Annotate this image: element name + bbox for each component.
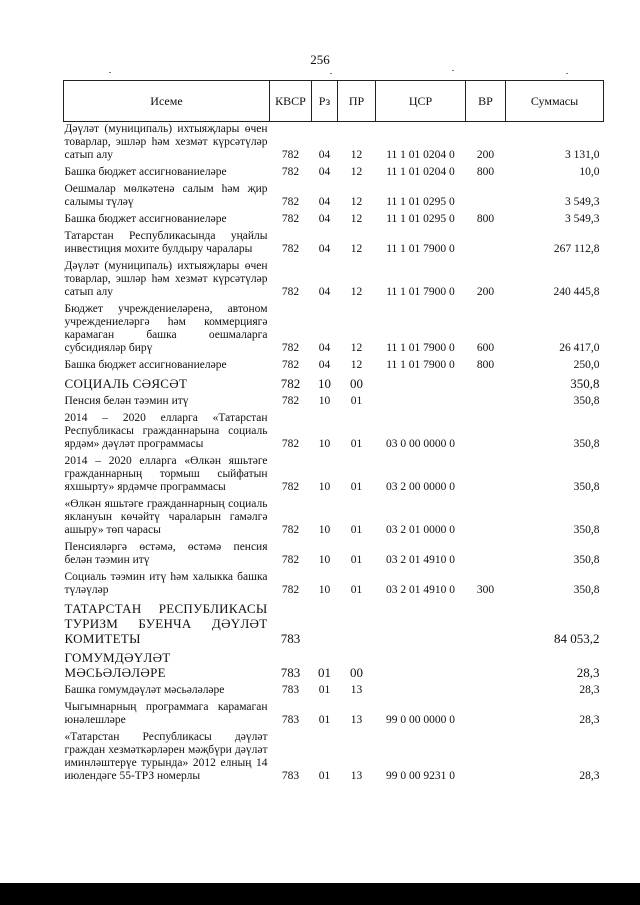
- budget-table: [63, 80, 604, 786]
- row-name: Оешмалар мөлкәтенә салым һәм җир салымы түләү: [64, 183, 268, 208]
- row-rz: 01: [318, 770, 331, 782]
- table-row: [64, 358, 604, 375]
- row-vr: [466, 600, 506, 649]
- row-kvsr: 782: [281, 166, 300, 178]
- row-csr: 11 1 01 0204 0: [386, 166, 455, 178]
- row-rz: 10: [318, 584, 331, 596]
- row-csr: 11 1 01 7900 0: [386, 359, 455, 371]
- row-kvsr: 782: [281, 524, 300, 536]
- row-vr: 800: [476, 213, 495, 225]
- row-kvsr: 782: [281, 243, 300, 255]
- row-pr: 01: [350, 395, 363, 407]
- row-kvsr: 783: [281, 714, 300, 726]
- row-sum: 10,0: [579, 166, 600, 178]
- row-name: Пенсияләргә өстәмә, өстәмә пенсия белән тәэмин итү: [64, 541, 268, 566]
- row-pr: 01: [350, 481, 363, 493]
- row-pr: 01: [350, 438, 363, 450]
- row-csr: [376, 649, 466, 683]
- table-row: [64, 302, 604, 358]
- header-pr: ПР: [338, 81, 376, 122]
- row-pr: 12: [350, 286, 363, 298]
- table-row: [64, 600, 604, 649]
- row-csr: 11 1 01 7900 0: [386, 286, 455, 298]
- row-csr: 03 2 01 0000 0: [386, 524, 455, 536]
- row-rz: 04: [318, 243, 331, 255]
- row-vr: 800: [476, 359, 495, 371]
- row-pr: 01: [350, 584, 363, 596]
- header-name: Исеме: [64, 81, 270, 122]
- row-pr: 13: [350, 770, 363, 782]
- table-row: [64, 649, 604, 683]
- table-row: [64, 259, 604, 302]
- row-vr: [466, 182, 506, 212]
- row-name: 2014 – 2020 елларга «Татарстан Республикасы гражданнарына социаль ярдәм» дәүләт программасы: [64, 412, 268, 450]
- header-vr: ВР: [466, 81, 506, 122]
- row-sum: 240 445,8: [553, 286, 600, 298]
- row-kvsr: 782: [281, 554, 300, 566]
- row-pr: 12: [350, 342, 363, 354]
- row-name: Башка бюджет ассигнованиеләре: [64, 359, 227, 371]
- row-kvsr: 783: [280, 631, 301, 646]
- table-body: [64, 122, 604, 787]
- row-rz: 04: [318, 166, 331, 178]
- row-sum: 350,8: [570, 376, 600, 391]
- row-name: Чыгымнарның программага карамаган юнәлешләре: [64, 701, 268, 726]
- row-sum: 28,3: [579, 714, 600, 726]
- row-kvsr: 782: [281, 584, 300, 596]
- row-csr: 11 1 01 0295 0: [386, 196, 455, 208]
- table-row: [64, 497, 604, 540]
- row-rz: 10: [318, 376, 331, 391]
- row-csr: 03 2 01 4910 0: [386, 554, 455, 566]
- row-kvsr: 782: [281, 286, 300, 298]
- row-kvsr: 783: [280, 665, 301, 680]
- row-sum: 3 549,3: [565, 196, 600, 208]
- row-csr: 03 0 00 0000 0: [386, 438, 455, 450]
- table-row: [64, 212, 604, 229]
- table-row: [64, 454, 604, 497]
- row-name: Башка бюджет ассигнованиеләре: [64, 213, 227, 225]
- row-name: Социаль тәэмин итү һәм халыкка башка түләүләр: [64, 571, 268, 596]
- row-pr: 01: [350, 524, 363, 536]
- row-name: ТАТАРСТАН РЕСПУБЛИКАСЫ ТУРИЗМ БУЕНЧА ДӘҮЛӘТ КОМИТЕТЫ: [64, 601, 268, 646]
- row-kvsr: 782: [281, 438, 300, 450]
- row-csr: 03 2 00 0000 0: [386, 481, 455, 493]
- row-vr: 300: [476, 584, 495, 596]
- row-csr: [376, 375, 466, 394]
- row-vr: 800: [476, 166, 495, 178]
- table-row: [64, 700, 604, 730]
- row-vr: 200: [476, 286, 495, 298]
- row-csr: 03 2 01 4910 0: [386, 584, 455, 596]
- table-row: [64, 229, 604, 259]
- row-rz: 04: [318, 359, 331, 371]
- row-vr: [466, 683, 506, 700]
- row-sum: 350,8: [573, 481, 600, 493]
- row-rz: 04: [318, 149, 331, 161]
- row-kvsr: 782: [281, 359, 300, 371]
- row-pr: 12: [350, 166, 363, 178]
- row-rz: 10: [318, 554, 331, 566]
- row-csr: 11 1 01 7900 0: [386, 243, 455, 255]
- row-vr: [466, 454, 506, 497]
- row-pr: 12: [350, 213, 363, 225]
- row-pr: 00: [350, 376, 363, 391]
- scan-bottom-edge: [0, 883, 640, 905]
- scan-speck: [452, 70, 454, 71]
- row-sum: 3 549,3: [565, 213, 600, 225]
- row-csr: 99 0 00 0000 0: [386, 714, 455, 726]
- row-name: «Татарстан Республикасы дәүләт граждан хезмәткәрләрен мәҗбүри дәүләт иминләштерүе турында» 2012 елның 14 июлендәге 55-ТРЗ номерлы: [64, 731, 268, 782]
- row-vr: [466, 649, 506, 683]
- row-rz: 01: [318, 684, 331, 696]
- row-sum: 28,3: [579, 770, 600, 782]
- table-row: [64, 540, 604, 570]
- row-name: Пенсия белән тәэмин итү: [64, 395, 189, 407]
- row-rz: 04: [318, 286, 331, 298]
- row-sum: 350,8: [573, 524, 600, 536]
- row-vr: [466, 411, 506, 454]
- row-csr: [376, 683, 466, 700]
- row-sum: 350,8: [573, 584, 600, 596]
- row-rz: 04: [318, 213, 331, 225]
- row-name: 2014 – 2020 елларга «Өлкән яшьтәге гражданнарның тормыш сыйфатын яхшырту» ярдәмче программасы: [64, 455, 268, 493]
- row-name: «Өлкән яшьтәге гражданнарның социаль яклануын көчәйтү чараларын гамәлгә ашыру» төп чарасы: [64, 498, 268, 536]
- row-csr: 11 1 01 0204 0: [386, 149, 455, 161]
- scan-speck: [109, 72, 111, 73]
- row-sum: 3 131,0: [565, 149, 600, 161]
- row-sum: 28,3: [576, 665, 600, 680]
- row-kvsr: 782: [281, 213, 300, 225]
- row-rz: 04: [318, 196, 331, 208]
- scan-speck: [330, 73, 332, 74]
- row-vr: [466, 375, 506, 394]
- row-rz: 01: [318, 665, 331, 680]
- row-sum: 350,8: [573, 438, 600, 450]
- row-vr: 600: [476, 342, 495, 354]
- header-kvsr: КВСР: [270, 81, 312, 122]
- table-row: [64, 570, 604, 600]
- row-csr: [376, 600, 466, 649]
- row-vr: [466, 394, 506, 411]
- row-sum: 267 112,8: [553, 243, 600, 255]
- row-vr: [466, 497, 506, 540]
- table-row: [64, 683, 604, 700]
- row-vr: 200: [476, 149, 495, 161]
- row-name: Дәүләт (муниципаль) ихтыяҗлары өчен товарлар, эшләр һәм хезмәт күрсәтүләр сатып алу: [64, 260, 268, 298]
- row-sum: 350,8: [573, 395, 600, 407]
- row-pr: 12: [350, 359, 363, 371]
- row-sum: 26 417,0: [559, 342, 600, 354]
- row-sum: 350,8: [573, 554, 600, 566]
- row-rz: 04: [318, 342, 331, 354]
- table-row: [64, 411, 604, 454]
- row-name: Татарстан Республикасында уңайлы инвестиция мохите булдыру чаралары: [64, 230, 268, 255]
- row-kvsr: 782: [281, 481, 300, 493]
- row-vr: [466, 229, 506, 259]
- row-rz: [312, 600, 338, 649]
- row-name: ГОМУМДӘҮЛӘТ МӘСЬӘЛӘЛӘРЕ: [64, 650, 171, 680]
- row-vr: [466, 540, 506, 570]
- header-sum: Суммасы: [506, 81, 604, 122]
- row-name: Башка бюджет ассигнованиеләре: [64, 166, 227, 178]
- row-rz: 10: [318, 481, 331, 493]
- row-sum: 84 053,2: [554, 631, 600, 646]
- row-pr: 13: [350, 714, 363, 726]
- row-kvsr: 782: [281, 196, 300, 208]
- row-kvsr: 783: [281, 770, 300, 782]
- row-vr: [466, 700, 506, 730]
- row-pr: [338, 600, 376, 649]
- row-csr: 11 1 01 7900 0: [386, 342, 455, 354]
- table-row: [64, 165, 604, 182]
- row-rz: 10: [318, 438, 331, 450]
- row-rz: 01: [318, 714, 331, 726]
- row-kvsr: 782: [281, 342, 300, 354]
- table-row: [64, 122, 604, 166]
- row-pr: 00: [350, 665, 363, 680]
- scan-speck: [566, 73, 568, 74]
- table-header-row: [64, 81, 604, 122]
- header-rz: Рз: [312, 81, 338, 122]
- table-row: [64, 394, 604, 411]
- row-rz: 10: [318, 524, 331, 536]
- row-pr: 12: [350, 196, 363, 208]
- row-name: Бюджет учреждениеләренә, автоном учреждениеләргә һәм коммерциягә карамаган башка оешмаларга субсидияләр бирү: [64, 303, 268, 354]
- row-pr: 13: [350, 684, 363, 696]
- row-kvsr: 782: [281, 149, 300, 161]
- table-row: [64, 730, 604, 786]
- row-name: Дәүләт (муниципаль) ихтыяҗлары өчен товарлар, эшләр һәм хезмәт күрсәтүләр сатып алу: [64, 123, 268, 161]
- row-pr: 12: [350, 149, 363, 161]
- row-kvsr: 782: [281, 395, 300, 407]
- table-row: [64, 182, 604, 212]
- row-csr: 11 1 01 0295 0: [386, 213, 455, 225]
- table-row: [64, 375, 604, 394]
- row-pr: 12: [350, 243, 363, 255]
- row-sum: 250,0: [573, 359, 600, 371]
- row-pr: 01: [350, 554, 363, 566]
- header-csr: ЦСР: [376, 81, 466, 122]
- row-vr: [466, 730, 506, 786]
- row-csr: 99 0 00 9231 0: [386, 770, 455, 782]
- row-name: СОЦИАЛЬ СӘЯСӘТ: [64, 376, 188, 391]
- row-kvsr: 783: [281, 684, 300, 696]
- row-kvsr: 782: [280, 376, 301, 391]
- row-name: Башка гомумдәүләт мәсьәләләре: [64, 684, 225, 696]
- row-csr: [376, 394, 466, 411]
- page-number: 256: [310, 52, 330, 67]
- row-sum: 28,3: [579, 684, 600, 696]
- row-rz: 10: [318, 395, 331, 407]
